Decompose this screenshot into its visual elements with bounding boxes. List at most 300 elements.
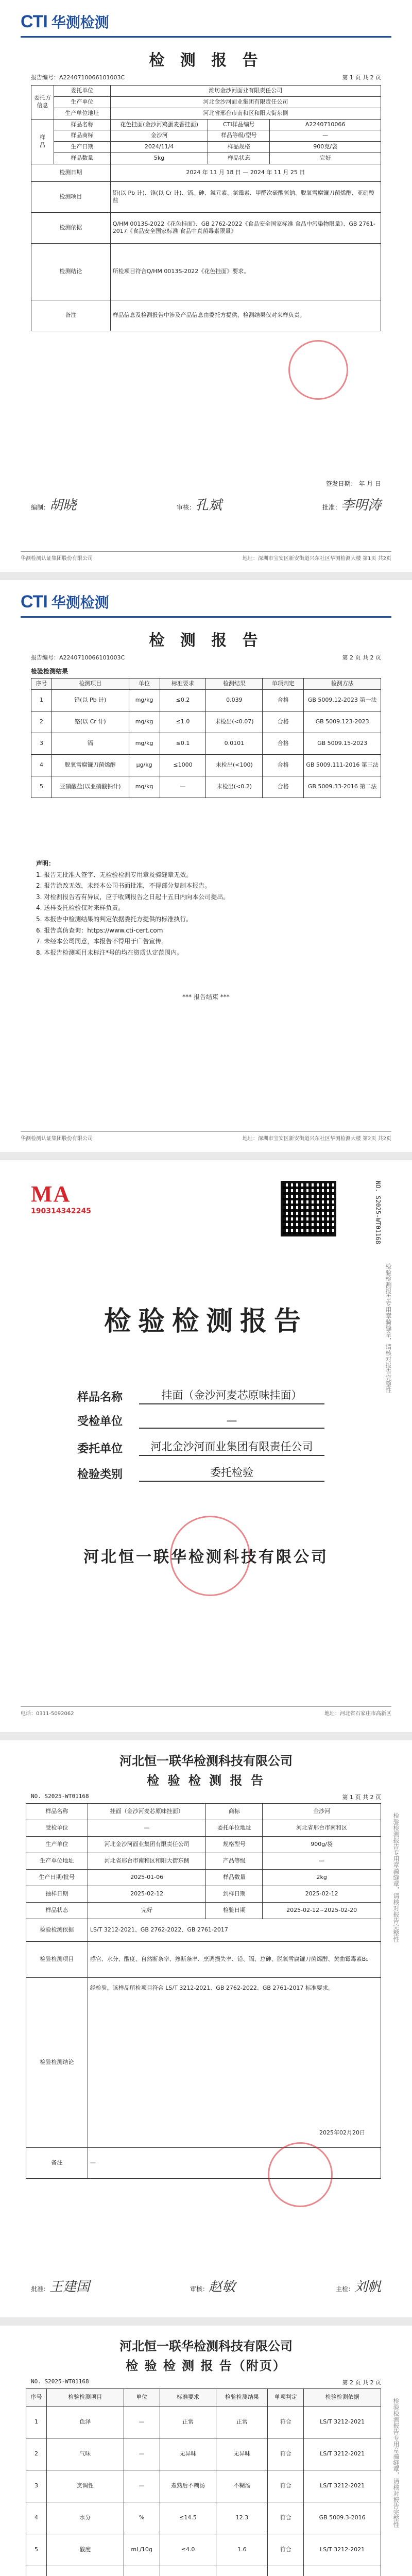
statement-notes xyxy=(36,858,376,958)
page-number: 第 2 页 共 2 页 xyxy=(342,654,381,661)
cell: 产品等级 xyxy=(206,1853,263,1870)
cell: 气味 xyxy=(46,2438,124,2470)
notes-list xyxy=(36,870,376,959)
cell xyxy=(124,2566,160,2576)
cell: 无异味 xyxy=(216,2438,268,2470)
cell: 完好 xyxy=(88,1903,206,1919)
dates-value: 2024 年 11 月 18 日 — 2024 年 11 月 25 日 xyxy=(110,164,381,181)
col-header: 单位 xyxy=(129,679,160,690)
cell: mg/kg xyxy=(129,711,160,733)
cell: 0.0101 xyxy=(206,733,263,754)
report-meta xyxy=(31,73,381,81)
sig-reviewer xyxy=(190,2276,235,2295)
cell: ≤0.1 xyxy=(160,733,206,754)
cell: LS/T 3212-2021 xyxy=(304,2406,381,2438)
cell: 完好 xyxy=(270,153,381,164)
results-body xyxy=(31,689,381,798)
remarks-value: — xyxy=(88,2148,381,2179)
cell: 2025-02-12 xyxy=(88,1886,206,1903)
sig-label: 批准： xyxy=(31,2285,50,2293)
table-row xyxy=(31,754,381,776)
cell xyxy=(160,2566,216,2576)
page-number: 第 1 页 共 2 页 xyxy=(342,1794,381,1801)
cell: mg/kg xyxy=(129,689,160,711)
cell: 河北省邢台市南和区和阳大街东侧 xyxy=(88,1853,206,1870)
table-row xyxy=(26,2470,381,2502)
basis-label: 检验检测依据 xyxy=(26,1919,88,1942)
cell: 金沙河 xyxy=(263,1804,381,1820)
page-number: 第 2 页 共 2 页 xyxy=(342,2379,381,2386)
cell: 挂面（金沙河麦芯原味挂面） xyxy=(88,1804,206,1820)
cell: 规格型号 xyxy=(206,1837,263,1853)
cover-row xyxy=(77,1438,324,1456)
cell xyxy=(304,2566,381,2576)
report-code-vertical: NO. S2025-WT01168 xyxy=(374,1181,382,1244)
sig-approver xyxy=(31,2276,90,2295)
cell: 符合 xyxy=(268,2470,304,2502)
report-number: NO. S2025-WT01168 xyxy=(31,2378,89,2385)
header-rule xyxy=(21,616,391,618)
table-row xyxy=(31,181,381,212)
cell: 河北金沙河面业集团有限责任公司 xyxy=(88,1837,206,1853)
logo-text: CTI xyxy=(21,591,47,612)
cell: 0.039 xyxy=(206,689,263,711)
remarks-value: 样品信息及检测报告中涉及产品信息由委托方提供，检测结果仅对来样负责。 xyxy=(110,300,381,331)
table-row xyxy=(31,108,381,119)
cell: 生产日期/批号 xyxy=(26,1870,88,1886)
cell: 2 xyxy=(26,2438,47,2470)
footer-left: 电话：0311-5092062 xyxy=(21,1711,74,1717)
section-title: 检验检测结果 xyxy=(31,668,68,675)
signature: 李明涛 xyxy=(340,498,381,513)
notes-title: 声明： xyxy=(36,860,55,867)
cell: LS/T 3212-2021 xyxy=(304,2438,381,2470)
page-gap xyxy=(0,1732,412,1740)
cell: 样品数量 xyxy=(54,153,110,164)
table-row xyxy=(31,164,381,181)
cell: 脱氧雪腐镰刀菌烯醇 xyxy=(52,754,129,776)
footer-left: 华测检测认证集团股份有限公司 xyxy=(21,556,93,562)
cell: 合格 xyxy=(263,776,304,798)
col-header: 检验检测结果 xyxy=(216,2389,268,2406)
col-header: 标准要求 xyxy=(160,679,206,690)
col-header: 单项判定 xyxy=(263,679,304,690)
page-gap xyxy=(0,2317,412,2326)
cell: 3 xyxy=(26,2470,47,2502)
row-label: 生产单位地址 xyxy=(54,108,110,119)
table-row xyxy=(31,142,381,153)
cell: 生产单位 xyxy=(26,1837,88,1853)
table-row xyxy=(26,2534,381,2566)
cell: 检验日期 xyxy=(206,1903,263,1919)
note-line: 4. 送样委托检验仅对来样负责。 xyxy=(36,904,125,912)
cell: 1.6 xyxy=(216,2534,268,2566)
row-value: 河北金沙河面业集团有限责任公司 xyxy=(110,96,381,108)
sig-label: 主检： xyxy=(335,2285,354,2293)
sig-label: 审核： xyxy=(176,504,195,511)
cell xyxy=(268,2566,304,2576)
table-row xyxy=(26,1870,381,1886)
cell: 金沙河 xyxy=(110,130,208,142)
table-row xyxy=(31,130,381,142)
report-meta xyxy=(31,2378,381,2386)
results-table xyxy=(31,678,381,798)
appendix-results-table xyxy=(26,2388,381,2576)
cell: 无异味 xyxy=(160,2438,216,2470)
cell: 1 xyxy=(31,689,52,711)
col-header: 序号 xyxy=(31,679,52,690)
page-cti-report-1 xyxy=(0,0,412,572)
row-value: 挂面（金沙河麦芯原味挂面） xyxy=(139,1387,324,1404)
cell: 4 xyxy=(31,754,52,776)
cell: 铬(以 Cr 计) xyxy=(52,711,129,733)
cell: 2025-02-12~2025-02-20 xyxy=(263,1903,381,1919)
row-value: 河北金沙河面业集团有限责任公司 xyxy=(139,1438,324,1456)
cell: 5 xyxy=(26,2534,47,2566)
official-stamp xyxy=(288,340,348,400)
items-value: 感官、水分、酸度、自然断条率、熟断条率、烹调损失率、铅、镉、总砷、脱氧雪腐镰刀菌烯醇、黄曲霉毒素B₁ xyxy=(88,1942,381,1978)
cell: — xyxy=(88,1820,206,1837)
cma-logo: MA xyxy=(31,1181,71,1207)
cell: mg/kg xyxy=(129,733,160,754)
table-row xyxy=(26,2438,381,2470)
cell: 委托单位地址 xyxy=(206,1820,263,1837)
cell: GB 5009.3-2016 xyxy=(304,2502,381,2534)
sign-date: 签发日期： 年 月 日 xyxy=(325,480,381,487)
report-number: 报告编号：A2240710066101003C xyxy=(31,654,125,661)
header-rule xyxy=(21,36,391,38)
cell: ≤1.0 xyxy=(160,711,206,733)
table-row xyxy=(26,1978,381,2148)
table-row xyxy=(31,711,381,733)
col-header: 检测项目 xyxy=(52,679,129,690)
page-title: 检验检测报告 xyxy=(104,1306,308,1337)
table-row xyxy=(31,243,381,300)
cell: 到样日期 xyxy=(206,1886,263,1903)
items-value: 铅(以 Pb 计)、铬(以 Cr 计)、镉、砷、氮元素、氯霉素、甲醛次硫酸氢钠、脱氧雪腐镰刀菌烯醇、亚硝酸盐 xyxy=(110,181,381,212)
page-cover xyxy=(0,1160,412,1732)
cell: 900克/袋 xyxy=(270,142,381,153)
remarks-label: 备注 xyxy=(26,2148,88,2179)
table-row xyxy=(31,689,381,711)
row-label: 检验类别 xyxy=(77,1468,123,1481)
logo-text: CTI xyxy=(21,11,47,31)
basis-value: LS/T 3212-2021、GB 2762-2022、GB 2761-2017 xyxy=(88,1919,381,1942)
note-line: 6. 报告真伪查询：https://www.cti-cert.com xyxy=(36,926,163,934)
cell: GB 5009.33-2016 第二法 xyxy=(304,776,381,798)
report-number: 报告编号：A2240710066101003C xyxy=(31,74,125,81)
cell: A2240710066 xyxy=(270,119,381,130)
cma-mark xyxy=(31,1181,91,1215)
cell: 镉 xyxy=(52,733,129,754)
cell: 生产单位地址 xyxy=(26,1853,88,1870)
cell: 900g/袋 xyxy=(263,1837,381,1853)
page-inspection-appendix xyxy=(0,2326,412,2576)
cell: % xyxy=(124,2502,160,2534)
cti-logo xyxy=(21,10,109,33)
conclusion-label: 检验检测结论 xyxy=(26,1978,88,2148)
page-number: 第 1 页 共 2 页 xyxy=(342,74,381,81)
table-row xyxy=(26,1919,381,1942)
table-header xyxy=(31,679,381,690)
row-label: 样品名称 xyxy=(77,1391,123,1404)
sample-section-label: 样 品 xyxy=(31,119,54,164)
cell: 样品规格 xyxy=(208,142,270,153)
cell: 样品状态 xyxy=(208,153,270,164)
seal-note-vertical: 检验检测报告专用章骑缝章，请核对报告完整性 xyxy=(385,1263,392,1393)
signature: 孔斌 xyxy=(195,498,222,513)
cell: mL/10g xyxy=(124,2534,160,2566)
cell: — xyxy=(263,1853,381,1870)
cell: — xyxy=(124,2406,160,2438)
report-meta xyxy=(31,1793,381,1801)
cell: GB 5009.12-2023 第一法 xyxy=(304,689,381,711)
report-end: *** 报告结束 *** xyxy=(182,993,230,1001)
dates-label: 检测日期 xyxy=(31,164,111,181)
cell: 2024/11/4 xyxy=(110,142,208,153)
cell: 抽样日期 xyxy=(26,1886,88,1903)
organization-name: 河北恒一联华检测科技有限公司 xyxy=(119,1754,293,1768)
cell: — xyxy=(124,2438,160,2470)
page-footer xyxy=(21,551,391,562)
table-row xyxy=(31,119,381,130)
cell: 河北省邢台市南和区 xyxy=(263,1820,381,1837)
official-stamp xyxy=(268,2142,333,2207)
sig-label: 审核： xyxy=(190,2285,209,2293)
row-value: 河北省邢台市南和区和阳大街东侧 xyxy=(110,108,381,119)
basis-label: 检测依据 xyxy=(31,212,111,243)
page-gap xyxy=(0,572,412,580)
stamp-date: 2025年02月20日 xyxy=(319,2129,365,2137)
cell xyxy=(216,2566,268,2576)
cell: 样品等级/型号 xyxy=(208,130,270,142)
sig-reviewer xyxy=(177,495,222,514)
remarks-label: 备注 xyxy=(31,300,111,331)
row-value: 潍坊金沙河面业有限责任公司 xyxy=(110,86,381,97)
cell: 不糊汤 xyxy=(216,2470,268,2502)
cell: 水分 xyxy=(46,2502,124,2534)
note-line: 2. 报告涂改无效，未经本公司书面批准，不得部分复制本报告。 xyxy=(36,882,211,890)
cell: ≤1000 xyxy=(160,754,206,776)
cell: 2kg xyxy=(263,1870,381,1886)
cell: 样品名称 xyxy=(54,119,110,130)
row-value: 委托检验 xyxy=(139,1464,324,1482)
client-section-label: 委托方信息 xyxy=(31,86,54,120)
col-header: 序号 xyxy=(26,2389,47,2406)
cell: 5 xyxy=(31,776,52,798)
cell: 符合 xyxy=(268,2406,304,2438)
table-row xyxy=(26,1820,381,1837)
info-body xyxy=(26,1804,381,1919)
cell: 铅(以 Pb 计) xyxy=(52,689,129,711)
cell: mg/kg xyxy=(129,776,160,798)
conclusion-label: 检测结论 xyxy=(31,243,111,300)
table-row xyxy=(31,86,381,97)
appendix-body xyxy=(26,2406,381,2576)
table-row xyxy=(31,212,381,243)
row-label: 委托单位 xyxy=(77,1443,123,1455)
report-info-table xyxy=(26,1803,381,2179)
row-label: 委托单位 xyxy=(54,86,110,97)
page-title: 检 测 报 告 xyxy=(149,632,263,650)
logo-cn: 华测检测 xyxy=(51,594,109,611)
cell: 4 xyxy=(26,2502,47,2534)
table-row xyxy=(26,1903,381,1919)
cell: — xyxy=(270,130,381,142)
sig-label: 批准： xyxy=(322,504,341,511)
page-footer xyxy=(21,1706,391,1717)
col-header: 检测结果 xyxy=(206,679,263,690)
report-meta xyxy=(31,653,381,662)
footer-right: 地址：深圳市宝安区新安街道兴东社区华测检测大楼 第1页 共2页 xyxy=(242,556,391,562)
organization-name: 河北恒一联华检测科技有限公司 xyxy=(83,1548,329,1566)
cell: 未检出(<0.07) xyxy=(206,711,263,733)
col-header: 单项判定 xyxy=(268,2389,304,2406)
cell: 3 xyxy=(31,733,52,754)
report-info-table xyxy=(31,85,381,331)
page-title: 检 验 检 测 报 告 xyxy=(147,1773,265,1788)
seal-note-vertical: 检验检测报告专用章骑缝章，请核对报告完整性 xyxy=(392,2398,400,2528)
col-header: 检验检测项目 xyxy=(46,2389,124,2406)
note-line: 1. 报告无批准人签字、无检验检测专用章及骑缝章无效。 xyxy=(36,871,193,878)
cell xyxy=(26,2566,47,2576)
note-line: 3. 对检测报告若有异议，应于收到报告之日起十五日内向本公司提出。 xyxy=(36,893,230,901)
cell: 合格 xyxy=(263,711,304,733)
cell: ≤0.2 xyxy=(160,689,206,711)
cell: 符合 xyxy=(268,2502,304,2534)
row-label: 受检单位 xyxy=(77,1415,123,1428)
cell: ≤14.5 xyxy=(160,2502,216,2534)
cell: 合格 xyxy=(263,689,304,711)
cell: 样品数量 xyxy=(206,1870,263,1886)
sig-label: 编制： xyxy=(31,504,50,511)
cell: 合格 xyxy=(263,733,304,754)
qr-code xyxy=(281,1181,336,1236)
cell: 酸度 xyxy=(46,2534,124,2566)
report-number: NO. S2025-WT01168 xyxy=(31,1793,89,1800)
page-title: 检 验 检 测 报 告（附页） xyxy=(126,2359,286,2373)
cell: 样品状态 xyxy=(26,1903,88,1919)
signature: 刘帆 xyxy=(354,2279,381,2295)
logo-cn: 华测检测 xyxy=(51,14,109,31)
table-row xyxy=(26,1942,381,1978)
note-line: 8. 本报告检测项目未标注*号的均在资质认定范围内。 xyxy=(36,948,183,956)
cma-code: 190314342245 xyxy=(31,1207,91,1215)
col-header: 检测方法 xyxy=(304,679,381,690)
table-row xyxy=(31,776,381,798)
table-row xyxy=(26,2502,381,2534)
cell: 2 xyxy=(31,711,52,733)
cell: 烹调性 xyxy=(46,2470,124,2502)
signature-row xyxy=(31,495,381,514)
cell: 12.3 xyxy=(216,2502,268,2534)
cell: 色泽 xyxy=(46,2406,124,2438)
cell: ≤4.0 xyxy=(160,2534,216,2566)
page-gap xyxy=(0,1152,412,1160)
table-row xyxy=(26,1804,381,1820)
signature: 王建国 xyxy=(49,2279,90,2295)
cell: 商标 xyxy=(206,1804,263,1820)
note-line: 7. 未经本公司同意，本报告不得用于广告宣传。 xyxy=(36,938,168,945)
seal-note-vertical: 检验检测报告专用章骑缝章，请核对报告完整性 xyxy=(392,1812,400,1942)
cell: 亚硝酸盐(以亚硝酸钠计) xyxy=(52,776,129,798)
cell: 未检出(<100) xyxy=(206,754,263,776)
cell: 生产日期 xyxy=(54,142,110,153)
footer-left: 华测检测认证集团股份有限公司 xyxy=(21,1136,93,1142)
col-header: 单位 xyxy=(124,2389,160,2406)
footer-right: 地址：河北省石家庄市高新区 xyxy=(324,1711,391,1717)
cover-row xyxy=(77,1413,324,1429)
cover-row xyxy=(77,1387,324,1404)
table-row xyxy=(26,2566,381,2576)
organization-name: 河北恒一联华检测科技有限公司 xyxy=(119,2339,293,2353)
table-row xyxy=(26,1886,381,1903)
sig-approver xyxy=(322,495,381,514)
row-label: 生产单位 xyxy=(54,96,110,108)
cell: 正常 xyxy=(160,2406,216,2438)
sign-date-row xyxy=(31,479,381,488)
cell: — xyxy=(160,776,206,798)
conclusion-value: 经检验，该样品所检项目符合 LS/T 3212-2021、GB 2762-2022、GB 2761-2017 标准要求。 xyxy=(90,1985,334,1991)
cell: LS/T 3212-2021 xyxy=(304,2470,381,2502)
table-header xyxy=(26,2389,381,2406)
items-label: 检验检测项目 xyxy=(26,1942,88,1978)
cell: 样品商标 xyxy=(54,130,110,142)
cell xyxy=(46,2566,124,2576)
cell: CTI样品编号 xyxy=(208,119,270,130)
page-inspection-report xyxy=(0,1740,412,2317)
cell: 符合 xyxy=(268,2438,304,2470)
cell: 2025-02-12 xyxy=(263,1886,381,1903)
page-cti-report-2 xyxy=(0,580,412,1152)
signature: 赵敏 xyxy=(209,2279,236,2295)
cell: 样品名称 xyxy=(26,1804,88,1820)
cell: 2025-01-06 xyxy=(88,1870,206,1886)
page-title: 检 测 报 告 xyxy=(149,52,263,70)
cell: 5kg xyxy=(110,153,208,164)
basis-value: Q/HM 0013S-2022《花色挂面》、GB 2762-2022《食品安全国家标准 食品中污染物限量》、GB 2761-2017《食品安全国家标准 食品中真菌毒素限量》 xyxy=(110,212,381,243)
cover-row xyxy=(77,1464,324,1482)
table-row xyxy=(31,153,381,164)
items-label: 检测项目 xyxy=(31,181,111,212)
signature-row xyxy=(31,2276,381,2295)
table-row xyxy=(31,300,381,331)
cell: — xyxy=(124,2470,160,2502)
sig-inspector xyxy=(336,2276,381,2295)
table-row xyxy=(31,96,381,108)
table-row xyxy=(26,1837,381,1853)
cell: LS/T 3212-2021 xyxy=(304,2534,381,2566)
conclusion-cell xyxy=(88,1978,381,2148)
table-row xyxy=(26,2406,381,2438)
cell: 花色挂面(金沙河鸡蛋麦香挂面) xyxy=(110,119,208,130)
table-row xyxy=(26,1853,381,1870)
sig-compiler xyxy=(31,495,76,514)
note-line: 5. 本报告中检测结果的判定依据委托方提供的标准执行。 xyxy=(36,915,193,923)
col-header: 检验检测依据 xyxy=(304,2389,381,2406)
cell: 1 xyxy=(26,2406,47,2438)
cell: 未检出(<0.2) xyxy=(206,776,263,798)
row-value: — xyxy=(139,1414,324,1429)
cell: GB 5009.111-2016 第三法 xyxy=(304,754,381,776)
footer-right: 地址：深圳市宝安区新安街道兴东社区华测检测大楼 第2页 共2页 xyxy=(242,1136,391,1142)
cell: 合格 xyxy=(263,754,304,776)
cell: 符合 xyxy=(268,2534,304,2566)
cell: 煮熟后不糊汤 xyxy=(160,2470,216,2502)
conclusion-value: 所检项目符合Q/HM 0013S-2022《花色挂面》要求。 xyxy=(110,243,381,300)
cell: μg/kg xyxy=(129,754,160,776)
cell: 正常 xyxy=(216,2406,268,2438)
